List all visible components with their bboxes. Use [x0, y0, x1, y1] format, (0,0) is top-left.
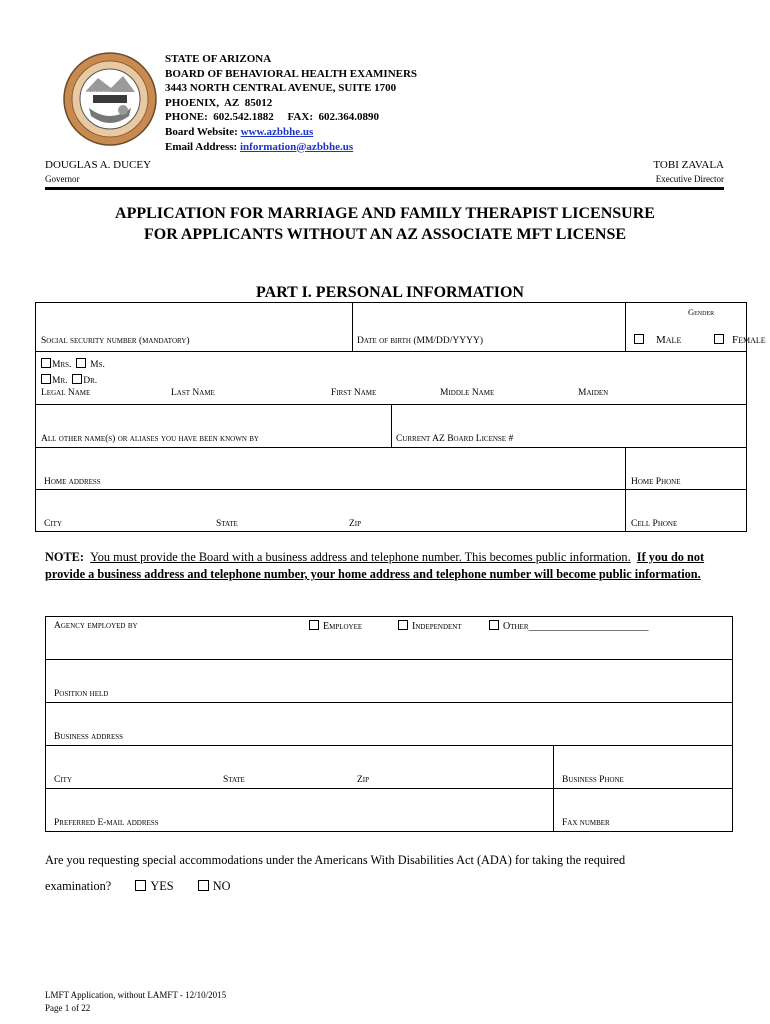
note-lead: NOTE:	[45, 550, 84, 564]
mrs-checkbox[interactable]	[41, 358, 51, 368]
business-phone-label: Business Phone	[562, 775, 624, 785]
fax-field[interactable]	[554, 789, 733, 832]
dob-label: Date of birth (MM/DD/YYYY)	[357, 336, 484, 346]
home-phone-field[interactable]	[626, 448, 747, 490]
business-info-table	[45, 616, 733, 832]
title-line-1: APPLICATION FOR MARRIAGE AND FAMILY THERAPIST LICENSURE	[115, 205, 655, 222]
az-license-field[interactable]	[392, 405, 747, 448]
home-phone-label: Home Phone	[631, 477, 681, 487]
mr-checkbox[interactable]	[41, 374, 51, 384]
employee-checkbox[interactable]	[309, 620, 319, 630]
page-number: Page 1 of 22	[45, 1003, 91, 1013]
first-name-label: First Name	[331, 388, 377, 398]
business-zip-label: Zip	[357, 775, 370, 785]
other-names-label: All other name(s) or aliases you have been known by	[41, 434, 259, 444]
agency-field[interactable]	[46, 617, 733, 660]
az-license-label: Current AZ Board License #	[396, 434, 514, 444]
board-name: BOARD OF BEHAVIORAL HEALTH EXAMINERS	[165, 67, 418, 80]
phone-fax: PHONE: 602.542.1882 FAX: 602.364.0890	[165, 111, 379, 124]
cell-phone-field[interactable]	[626, 490, 747, 532]
state-name: STATE OF ARIZONA	[165, 53, 272, 65]
header-divider	[45, 187, 724, 190]
position-label: Position held	[54, 689, 109, 699]
other-checkbox[interactable]	[489, 620, 499, 630]
website-label: Board Website:	[165, 125, 238, 138]
ada-yes-checkbox[interactable]	[135, 880, 146, 891]
ada-yes-option[interactable]: YES	[135, 879, 173, 893]
website-link[interactable]: www.azbbhe.us	[240, 125, 314, 138]
business-state-label: State	[223, 775, 245, 785]
city-label: City	[44, 519, 62, 529]
female-option[interactable]: Female	[714, 334, 766, 346]
zip-label: Zip	[349, 519, 362, 529]
ada-question: Are you requesting special accommodations under the Americans With Disabilities Act (ADA) for taking the required	[45, 853, 626, 867]
business-city-state-zip-field[interactable]	[46, 746, 554, 789]
ada-question-tail: examination?	[45, 879, 112, 893]
business-phone-field[interactable]	[554, 746, 733, 789]
male-option[interactable]: Male	[634, 334, 681, 346]
address-line-1: 3443 NORTH CENTRAL AVENUE, SUITE 1700	[165, 82, 397, 95]
other-option[interactable]: Other________________________	[489, 620, 649, 632]
form-identifier: LMFT Application, without LAMFT - 12/10/2015	[45, 990, 227, 1000]
fax-label: Fax number	[562, 818, 610, 828]
title-line-2: FOR APPLICANTS WITHOUT AN AZ ASSOCIATE MFT LICENSE	[143, 226, 627, 243]
note-warning: If you do not provide a business address and telephone number, your home address and telephone number will become public information.	[45, 550, 705, 581]
ada-no-checkbox[interactable]	[198, 880, 209, 891]
dob-field[interactable]	[353, 303, 626, 352]
note-text: You must provide the Board with a business address and telephone number. This becomes public information.	[90, 550, 631, 564]
arizona-state-seal	[63, 52, 157, 146]
email-label: Email Address:	[165, 140, 238, 153]
city-state-zip-field[interactable]	[36, 490, 626, 532]
ms-checkbox[interactable]	[76, 358, 86, 368]
address-line-2: PHOENIX, AZ 85012	[165, 96, 273, 109]
legal-name-field[interactable]	[36, 352, 747, 405]
state-label: State	[216, 519, 238, 529]
preferred-email-field[interactable]	[46, 789, 554, 832]
legal-name-label: Legal Name	[41, 388, 91, 398]
middle-name-label: Middle Name	[440, 388, 495, 398]
independent-checkbox[interactable]	[398, 620, 408, 630]
business-address-field[interactable]	[46, 703, 733, 746]
personal-info-table	[35, 302, 766, 532]
seal-motto: DITAT DEUS	[81, 92, 111, 97]
employee-option[interactable]: Employee	[309, 620, 362, 632]
business-address-note	[45, 549, 735, 583]
salutation-row-2: Mr. Dr.	[41, 374, 97, 386]
position-field[interactable]	[46, 660, 733, 703]
director-name: TOBI ZAVALA	[653, 159, 724, 171]
other-names-field[interactable]	[36, 405, 392, 448]
cell-phone-label: Cell Phone	[631, 519, 678, 529]
gender-label: Gender	[688, 307, 715, 317]
director-title: Executive Director	[655, 174, 724, 184]
business-address-label: Business address	[54, 732, 124, 742]
governor-title: Governor	[45, 174, 80, 184]
agency-label: Agency employed by	[54, 621, 138, 631]
maiden-label: Maiden	[578, 388, 609, 398]
home-address-label: Home address	[44, 477, 101, 487]
male-checkbox[interactable]	[634, 334, 644, 344]
ada-question-line-2	[45, 879, 231, 894]
last-name-label: Last Name	[171, 388, 215, 398]
part1-heading: PART I. PERSONAL INFORMATION	[256, 284, 524, 301]
salutation-row-1: Mrs. Ms.	[41, 358, 105, 370]
governor-name: DOUGLAS A. DUCEY	[45, 159, 152, 171]
preferred-email-label: Preferred E-mail address	[54, 818, 159, 828]
home-address-field[interactable]	[36, 448, 626, 490]
other-write-in-line[interactable]: ________________________	[528, 621, 649, 632]
ada-no-option[interactable]: NO	[198, 879, 231, 893]
ssn-field[interactable]	[36, 303, 353, 352]
business-city-label: City	[54, 775, 72, 785]
ssn-label: Social security number (mandatory)	[41, 336, 190, 346]
email-link[interactable]: information@azbbhe.us	[239, 140, 354, 153]
agency-header	[165, 52, 417, 154]
female-checkbox[interactable]	[714, 334, 724, 344]
independent-option[interactable]: Independent	[398, 620, 462, 632]
gender-field	[626, 303, 766, 352]
dr-checkbox[interactable]	[72, 374, 82, 384]
